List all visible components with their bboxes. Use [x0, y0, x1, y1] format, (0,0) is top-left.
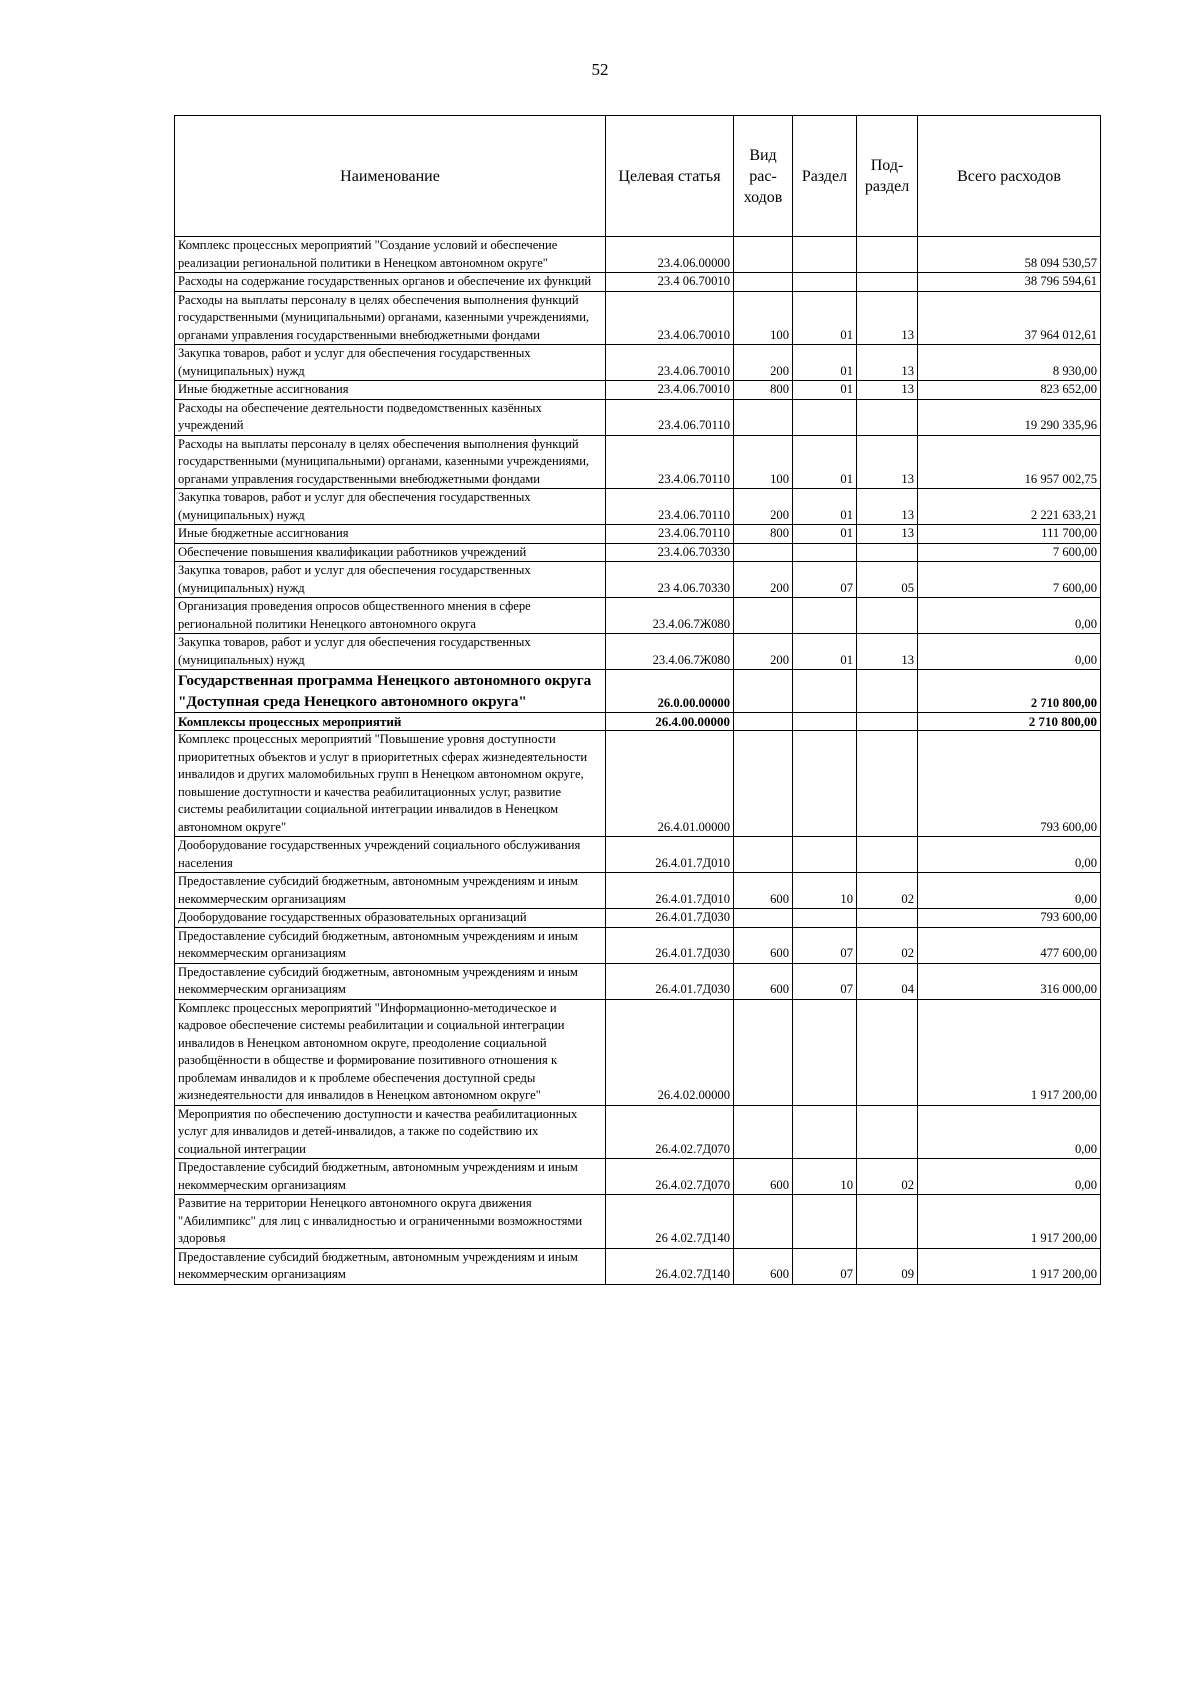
- row-subsection: 13: [857, 345, 918, 381]
- row-total: 2 710 800,00: [918, 670, 1101, 713]
- row-target: 26.4.02.7Д070: [606, 1105, 734, 1159]
- row-name: Предоставление субсидий бюджетным, автономным учреждениям и иным некоммерческим организациям: [175, 873, 606, 909]
- table-row: [175, 1105, 1101, 1159]
- row-total: 0,00: [918, 1105, 1101, 1159]
- table-row: [175, 291, 1101, 345]
- row-section: [793, 399, 857, 435]
- row-type: 200: [734, 345, 793, 381]
- row-target: 26.0.00.00000: [606, 670, 734, 713]
- row-subsection: 13: [857, 634, 918, 670]
- row-name: Расходы на выплаты персоналу в целях обеспечения выполнения функций государственными (муниципальными) органами, казенными учреждениями, органами управления государственными внебюджетными фондами: [175, 291, 606, 345]
- header-total: Всего расходов: [918, 116, 1101, 237]
- row-type: [734, 237, 793, 273]
- table-row: [175, 1195, 1101, 1249]
- row-type: 600: [734, 963, 793, 999]
- row-subsection: [857, 399, 918, 435]
- row-target: 23 4.06.70330: [606, 562, 734, 598]
- row-subsection: [857, 713, 918, 731]
- table-row: [175, 399, 1101, 435]
- table-row: [175, 345, 1101, 381]
- row-subsection: 09: [857, 1248, 918, 1284]
- table-row: [175, 909, 1101, 928]
- row-subsection: 02: [857, 927, 918, 963]
- row-name: Дооборудование государственных образовательных организаций: [175, 909, 606, 928]
- row-subsection: [857, 837, 918, 873]
- row-type: 600: [734, 1248, 793, 1284]
- row-type: [734, 399, 793, 435]
- row-name: Расходы на обеспечение деятельности подведомственных казённых учреждений: [175, 399, 606, 435]
- row-name: Развитие на территории Ненецкого автономного округа движения "Абилимпикс" для лиц с инвалидностью и ограниченными возможностями здоровья: [175, 1195, 606, 1249]
- table-row: [175, 237, 1101, 273]
- row-section: 10: [793, 1159, 857, 1195]
- row-type: [734, 273, 793, 292]
- row-type: 200: [734, 634, 793, 670]
- row-total: 0,00: [918, 873, 1101, 909]
- row-type: 600: [734, 873, 793, 909]
- table-row: [175, 435, 1101, 489]
- page-number: 52: [591, 60, 609, 79]
- row-section: 07: [793, 963, 857, 999]
- row-subsection: [857, 543, 918, 562]
- row-target: 26.4.01.7Д030: [606, 963, 734, 999]
- row-target: 23.4.06.7Ж080: [606, 634, 734, 670]
- table-row: [175, 927, 1101, 963]
- row-total: 0,00: [918, 1159, 1101, 1195]
- row-section: 01: [793, 634, 857, 670]
- row-section: 07: [793, 1248, 857, 1284]
- row-name: Комплекс процессных мероприятий "Создание условий и обеспечение реализации региональной политики в Ненецком автономном округе": [175, 237, 606, 273]
- row-section: 10: [793, 873, 857, 909]
- row-type: 200: [734, 562, 793, 598]
- row-subsection: 13: [857, 525, 918, 544]
- row-name: Закупка товаров, работ и услуг для обеспечения государственных (муниципальных) нужд: [175, 562, 606, 598]
- budget-table: [174, 115, 1101, 1285]
- header-section: Раздел: [793, 116, 857, 237]
- table-row: [175, 598, 1101, 634]
- row-section: 01: [793, 291, 857, 345]
- row-target: 23.4.06.70010: [606, 381, 734, 400]
- table-row: [175, 1159, 1101, 1195]
- row-total: 1 917 200,00: [918, 999, 1101, 1105]
- row-name: Иные бюджетные ассигнования: [175, 525, 606, 544]
- row-name: Дооборудование государственных учреждений социального обслуживания населения: [175, 837, 606, 873]
- row-target: 23.4.06.70110: [606, 489, 734, 525]
- row-section: [793, 1195, 857, 1249]
- row-name: Государственная программа Ненецкого автономного округа "Доступная среда Ненецкого автономного округа": [175, 670, 606, 713]
- row-total: 2 221 633,21: [918, 489, 1101, 525]
- row-section: [793, 598, 857, 634]
- row-type: [734, 909, 793, 928]
- row-type: [734, 1105, 793, 1159]
- row-section: [793, 1105, 857, 1159]
- row-total: 19 290 335,96: [918, 399, 1101, 435]
- row-type: [734, 1195, 793, 1249]
- row-total: 38 796 594,61: [918, 273, 1101, 292]
- row-type: [734, 598, 793, 634]
- table-row: [175, 873, 1101, 909]
- row-section: [793, 543, 857, 562]
- row-name: Предоставление субсидий бюджетным, автономным учреждениям и иным некоммерческим организациям: [175, 927, 606, 963]
- row-name: Комплексы процессных мероприятий: [175, 713, 606, 731]
- table-body: [175, 237, 1101, 1285]
- row-section: 01: [793, 345, 857, 381]
- row-subsection: [857, 999, 918, 1105]
- header-name: Наименование: [175, 116, 606, 237]
- row-target: 26.4.01.7Д010: [606, 837, 734, 873]
- row-total: 793 600,00: [918, 731, 1101, 837]
- table-row: [175, 562, 1101, 598]
- row-section: [793, 909, 857, 928]
- row-target: 23.4.06.70110: [606, 399, 734, 435]
- table-row: [175, 634, 1101, 670]
- row-total: 8 930,00: [918, 345, 1101, 381]
- table-row: [175, 489, 1101, 525]
- row-target: 26.4.01.00000: [606, 731, 734, 837]
- row-subsection: 04: [857, 963, 918, 999]
- row-subsection: 13: [857, 381, 918, 400]
- row-total: 2 710 800,00: [918, 713, 1101, 731]
- row-section: 01: [793, 489, 857, 525]
- row-target: 23.4.06.7Ж080: [606, 598, 734, 634]
- table-row: [175, 273, 1101, 292]
- table-row: [175, 963, 1101, 999]
- header-expense-type: Вид рас- ходов: [734, 116, 793, 237]
- table-row: [175, 837, 1101, 873]
- row-section: [793, 999, 857, 1105]
- row-section: [793, 237, 857, 273]
- row-target: 26.4.01.7Д030: [606, 909, 734, 928]
- row-total: 111 700,00: [918, 525, 1101, 544]
- row-target: 23.4 06.70010: [606, 273, 734, 292]
- row-total: 0,00: [918, 634, 1101, 670]
- row-subsection: [857, 273, 918, 292]
- table-row: [175, 1248, 1101, 1284]
- row-name: Расходы на выплаты персоналу в целях обеспечения выполнения функций государственными (муниципальными) органами, казенными учреждениями, органами управления государственными внебюджетными фондами: [175, 435, 606, 489]
- table-row: [175, 543, 1101, 562]
- table-row: [175, 731, 1101, 837]
- row-name: Иные бюджетные ассигнования: [175, 381, 606, 400]
- row-name: Комплекс процессных мероприятий "Информационно-методическое и кадровое обеспечение системы реабилитации и социальной интеграции инвалидов в Ненецком автономном округе, преодоление социальной разобщённости в обществе и формирование позитивного отношения к проблемам инвалидов и к проблеме обеспечения доступной среды жизнедеятельности для инвалидов в Ненецком автономном округе": [175, 999, 606, 1105]
- row-name: Расходы на содержание государственных органов и обеспечение их функций: [175, 273, 606, 292]
- row-subsection: 02: [857, 1159, 918, 1195]
- row-target: 26.4.01.7Д030: [606, 927, 734, 963]
- row-type: [734, 731, 793, 837]
- row-type: 100: [734, 435, 793, 489]
- table-row-program: [175, 670, 1101, 713]
- row-total: 7 600,00: [918, 562, 1101, 598]
- row-subsection: [857, 237, 918, 273]
- row-type: [734, 837, 793, 873]
- row-target: 23.4.06.00000: [606, 237, 734, 273]
- row-type: 600: [734, 1159, 793, 1195]
- row-subsection: [857, 1105, 918, 1159]
- row-total: 37 964 012,61: [918, 291, 1101, 345]
- row-target: 23.4.06.70330: [606, 543, 734, 562]
- row-subsection: 13: [857, 291, 918, 345]
- row-type: [734, 670, 793, 713]
- header-target-article: Целевая статья: [606, 116, 734, 237]
- row-target: 26.4.02.00000: [606, 999, 734, 1105]
- row-type: [734, 713, 793, 731]
- row-target: 26.4.00.00000: [606, 713, 734, 731]
- row-total: 793 600,00: [918, 909, 1101, 928]
- row-type: [734, 999, 793, 1105]
- row-target: 26.4.01.7Д010: [606, 873, 734, 909]
- row-section: 07: [793, 927, 857, 963]
- row-subsection: [857, 598, 918, 634]
- header-subsection: Под- раздел: [857, 116, 918, 237]
- row-type: 800: [734, 525, 793, 544]
- row-section: [793, 713, 857, 731]
- row-subsection: 13: [857, 435, 918, 489]
- row-subsection: [857, 1195, 918, 1249]
- row-subsection: [857, 670, 918, 713]
- row-target: 23.4.06.70110: [606, 435, 734, 489]
- row-target: 26 4.02.7Д140: [606, 1195, 734, 1249]
- row-name: Комплекс процессных мероприятий "Повышение уровня доступности приоритетных объектов и услуг в приоритетных сферах жизнедеятельности инвалидов и других маломобильных групп в Ненецком автономном округе, повышение доступности и качества реабилитационных услуг, развитие системы реабилитации социальной интеграции инвалидов в Ненецком автономном округе": [175, 731, 606, 837]
- row-name: Закупка товаров, работ и услуг для обеспечения государственных (муниципальных) нужд: [175, 634, 606, 670]
- row-subsection: 05: [857, 562, 918, 598]
- table-row: [175, 999, 1101, 1105]
- row-total: 477 600,00: [918, 927, 1101, 963]
- row-total: 7 600,00: [918, 543, 1101, 562]
- row-section: [793, 670, 857, 713]
- row-total: 1 917 200,00: [918, 1248, 1101, 1284]
- row-subsection: 02: [857, 873, 918, 909]
- row-section: [793, 731, 857, 837]
- row-type: 200: [734, 489, 793, 525]
- row-type: [734, 543, 793, 562]
- row-name: Закупка товаров, работ и услуг для обеспечения государственных (муниципальных) нужд: [175, 489, 606, 525]
- row-target: 23.4.06.70010: [606, 291, 734, 345]
- row-subsection: [857, 909, 918, 928]
- row-type: 100: [734, 291, 793, 345]
- row-name: Закупка товаров, работ и услуг для обеспечения государственных (муниципальных) нужд: [175, 345, 606, 381]
- row-target: 26.4.02.7Д140: [606, 1248, 734, 1284]
- row-section: 01: [793, 435, 857, 489]
- row-name: Предоставление субсидий бюджетным, автономным учреждениям и иным некоммерческим организациям: [175, 1248, 606, 1284]
- table-row: [175, 381, 1101, 400]
- row-section: [793, 273, 857, 292]
- row-total: 0,00: [918, 837, 1101, 873]
- table-row-complexes: [175, 713, 1101, 731]
- table-row: [175, 525, 1101, 544]
- row-name: Мероприятия по обеспечению доступности и качества реабилитационных услуг для инвалидов и детей-инвалидов, а также по содействию их социальной интеграции: [175, 1105, 606, 1159]
- row-section: 01: [793, 525, 857, 544]
- row-total: 16 957 002,75: [918, 435, 1101, 489]
- row-section: 07: [793, 562, 857, 598]
- row-subsection: [857, 731, 918, 837]
- row-total: 1 917 200,00: [918, 1195, 1101, 1249]
- table-header-row: [175, 116, 1101, 237]
- row-target: 23.4.06.70010: [606, 345, 734, 381]
- row-total: 58 094 530,57: [918, 237, 1101, 273]
- row-total: 316 000,00: [918, 963, 1101, 999]
- row-section: [793, 837, 857, 873]
- row-name: Обеспечение повышения квалификации работников учреждений: [175, 543, 606, 562]
- row-name: Предоставление субсидий бюджетным, автономным учреждениям и иным некоммерческим организациям: [175, 963, 606, 999]
- row-section: 01: [793, 381, 857, 400]
- row-name: Организация проведения опросов общественного мнения в сфере региональной политики Ненецкого автономного округа: [175, 598, 606, 634]
- row-total: 823 652,00: [918, 381, 1101, 400]
- row-type: 600: [734, 927, 793, 963]
- row-subsection: 13: [857, 489, 918, 525]
- row-name: Предоставление субсидий бюджетным, автономным учреждениям и иным некоммерческим организациям: [175, 1159, 606, 1195]
- row-target: 26.4.02.7Д070: [606, 1159, 734, 1195]
- row-total: 0,00: [918, 598, 1101, 634]
- row-type: 800: [734, 381, 793, 400]
- row-target: 23.4.06.70110: [606, 525, 734, 544]
